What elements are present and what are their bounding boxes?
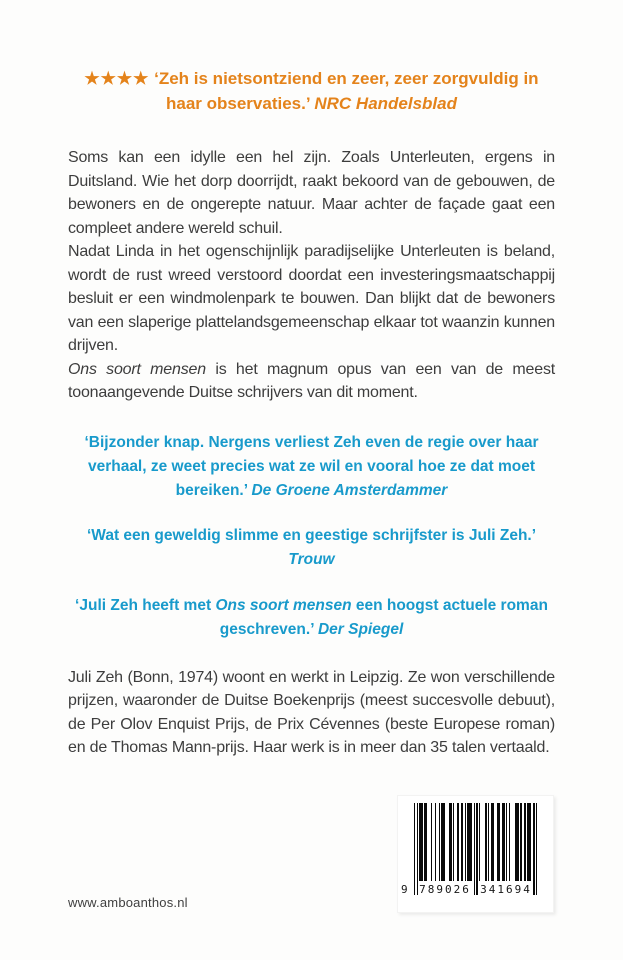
press-quote-1-source: De Groene Amsterdammer bbox=[251, 481, 448, 499]
press-quote-top-text: ‘Zeh is nietsontziend en zeer, zeer zorgvuldig in haar observaties.’ bbox=[154, 69, 539, 113]
book-title: Ons soort mensen bbox=[68, 360, 206, 378]
press-quote-3-pre: ‘Juli Zeh heeft met bbox=[75, 596, 212, 614]
barcode-group-1: 789026 bbox=[419, 883, 471, 896]
press-quote-2-text: ‘Wat een geweldig slimme en geestige schrijfster is Juli Zeh.’ bbox=[86, 526, 537, 544]
barcode bbox=[397, 795, 554, 913]
press-quote-1-text: ‘Bijzonder knap. Nergens verliest Zeh even de regie over haar verhaal, ze weet precies wat ze wil en vooral hoe ze dat moet bereiken.’ bbox=[84, 433, 539, 499]
press-quote-top bbox=[68, 66, 555, 116]
press-quote-1 bbox=[68, 431, 555, 503]
star-rating: ★★★★ bbox=[84, 69, 150, 88]
barcode-bars bbox=[414, 803, 538, 895]
barcode-group-2: 341694 bbox=[480, 883, 532, 896]
author-bio: Juli Zeh (Bonn, 1974) woont en werkt in Leipzig. Ze won verschillende prijzen, waaronder de Duitse Boekenprijs (meest succesvolle debuut), de Per Olov Enquist Prijs, de Prix Cévennes (beste Europese roman) en de Thomas Mann-prijs. Haar werk is in meer dan 35 talen vertaald. bbox=[68, 668, 555, 756]
synopsis-paragraph-3-text: is het magnum opus van een van de meest toonaangevende Duitse schrijvers van dit moment. bbox=[68, 360, 555, 401]
publisher-website: www.amboanthos.nl bbox=[68, 895, 188, 910]
press-quote-top-source: NRC Handelsblad bbox=[314, 94, 457, 113]
press-quote-2-source: Trouw bbox=[288, 550, 335, 568]
synopsis-paragraph-2: Nadat Linda in het ogenschijnlijk paradijselijke Unterleuten is beland, wordt de rust wreed verstoord doordat een investeringsmaatschappij besluit er een windmolenpark te bouwen. Dan blijkt dat de bewoners van een slaperige plattelandsgemeenschap elkaar tot waanzin kunnen drijven. bbox=[68, 243, 555, 354]
book-title: Ons soort mensen bbox=[215, 596, 352, 614]
press-quote-3-source: Der Spiegel bbox=[317, 620, 404, 638]
synopsis bbox=[68, 146, 555, 405]
press-quote-3-post: een hoogst actuele roman geschreven.’ bbox=[219, 596, 548, 638]
synopsis-paragraph-1: Soms kan een idylle een hel zijn. Zoals Unterleuten, ergens in Duitsland. Wie het dorp doorrijdt, raakt bekoord van de gebouwen, de bewoners en de ongerepte natuur. Maar achter de façade gaat een compleet andere wereld schuil. bbox=[68, 149, 555, 237]
barcode-lead-digit: 9 bbox=[401, 883, 408, 896]
press-quote-2 bbox=[68, 524, 555, 572]
synopsis-paragraph-3 bbox=[68, 358, 555, 405]
press-quote-3 bbox=[68, 594, 555, 642]
